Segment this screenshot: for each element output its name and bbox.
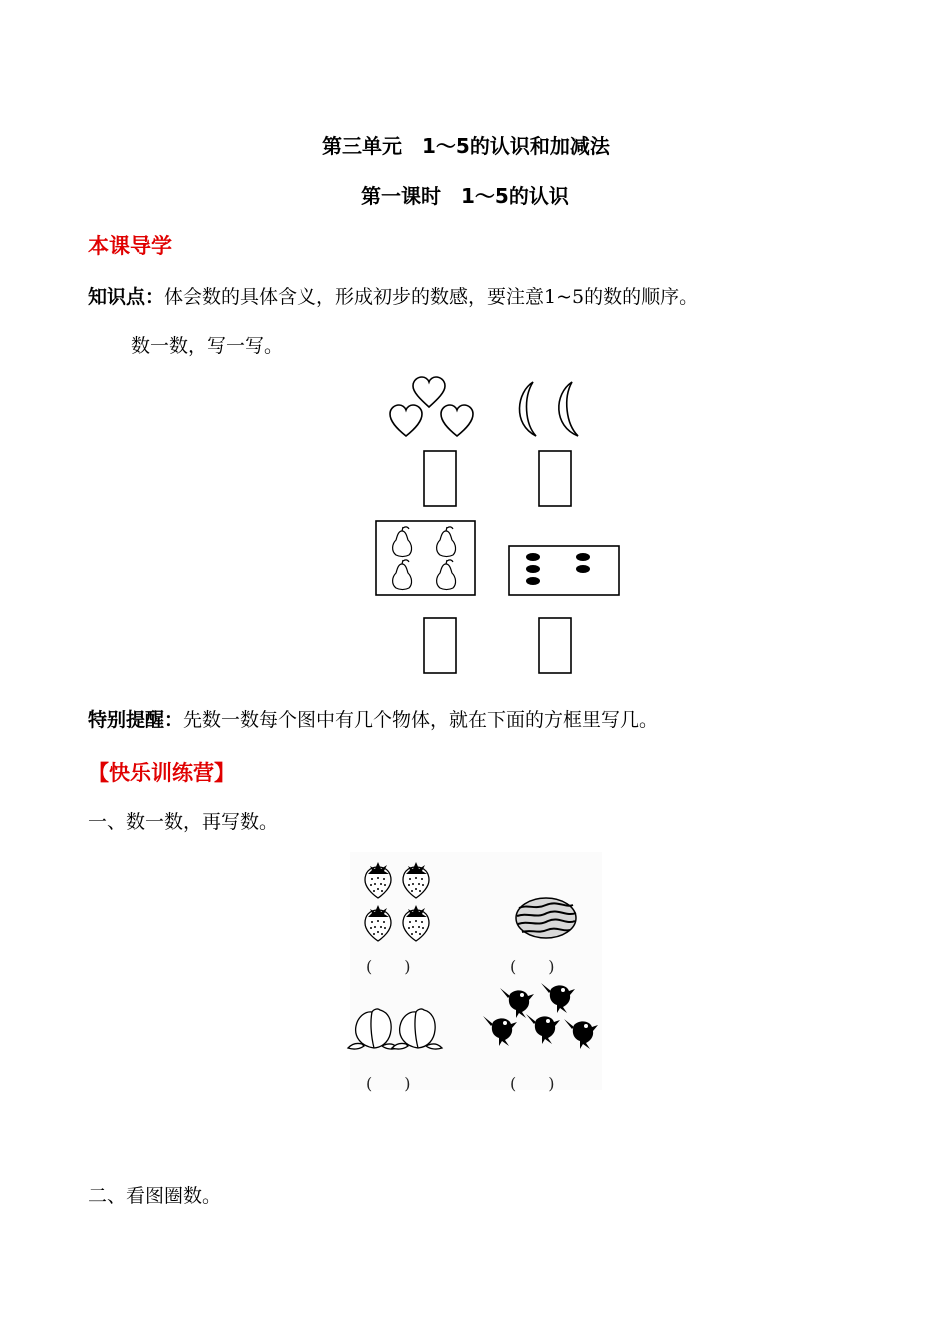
reminder-label: 特别提醒： xyxy=(88,709,184,731)
answer-blank-strawberry[interactable]: ( ) xyxy=(366,957,411,976)
practice-heading: 【快乐训练营】 xyxy=(88,761,235,785)
reminder-text: 先数一数每个图中有几个物体，就在下面的方框里写几。 xyxy=(183,709,659,731)
question-2: 二、看图圈数。 xyxy=(88,1185,222,1207)
answer-blank-bird[interactable]: ( ) xyxy=(510,1074,555,1093)
knowledge-text: 体会数的具体含义，形成初步的数感，要注意1~5的数的顺序。 xyxy=(164,286,699,308)
question-1: 一、数一数，再写数。 xyxy=(88,811,279,833)
lesson-title: 第一课时 1～5的认识 xyxy=(361,184,569,208)
count-instruction: 数一数，写一写。 xyxy=(131,335,284,357)
knowledge-label: 知识点： xyxy=(88,286,165,308)
answer-blank-watermelon[interactable]: ( ) xyxy=(510,957,555,976)
guide-heading: 本课导学 xyxy=(88,234,172,258)
watermelon-icon xyxy=(516,898,576,938)
answer-blank-peach[interactable]: ( ) xyxy=(366,1074,411,1093)
unit-title: 第三单元 1～5的认识和加减法 xyxy=(322,134,610,158)
